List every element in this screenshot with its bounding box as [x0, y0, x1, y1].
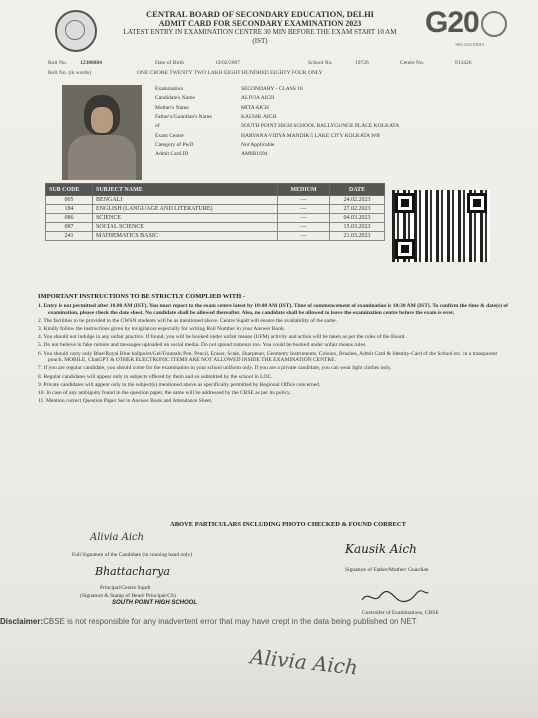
detail-label: Admit Card ID — [155, 151, 189, 158]
instruction-item: 10. In case of any ambiguity found in the question paper, the same will be addressed by the CBSE as per its policy. — [38, 389, 291, 396]
school-no-label: School No. — [308, 60, 333, 66]
detail-row — [155, 151, 268, 158]
detail-value: SECONDARY - CLASS 10 — [241, 86, 303, 92]
dob-label: Date of Birth — [155, 60, 185, 66]
centre-no-label: Centre No. — [400, 60, 425, 66]
instruction-item: 2. The facilities to be provided to the CWSN students will be as mentioned above. Centre Supdt will ensure the availability of the same. — [38, 317, 337, 324]
sub-code-cell: 184 — [46, 205, 93, 214]
globe-icon — [481, 11, 507, 37]
subject-name-cell: ENGLISH (LANGUAGE AND LITERATURE) — [93, 205, 278, 214]
detail-row — [155, 142, 274, 149]
entry-notice: LATEST ENTRY IN EXAMINATION CENTRE 30 MIN BEFORE THE EXAM START 10 AM — [123, 28, 397, 36]
school-stamp: SOUTH POINT HIGH SCHOOL — [112, 600, 198, 606]
detail-value: SOUTH POINT HIGH SCHOOL BALLYGUNGE PLACE KOLKATA — [241, 123, 400, 130]
detail-label: Examination — [155, 86, 184, 92]
candidate-signature: Alivia Aich — [90, 532, 145, 543]
detail-row — [155, 105, 269, 112]
medium-cell: — — [278, 214, 330, 223]
subject-name-cell: BENGALI — [93, 196, 278, 205]
admit-card-header — [110, 10, 410, 46]
medium-cell: — — [278, 232, 330, 241]
detail-label: Candidate's Name — [155, 95, 195, 102]
subject-row — [46, 196, 385, 205]
instruction-item: 1. Entry is not permitted after 10.00 AM (IST). You must report to the exam centre latest by 10:00 AM (IST). Time of commencement of examination is 10:30 AM (IST). To confirm the time & date(s) of examination, please check the date sheet. No candidate shall be allowed thereafter. Also, no candidate shall be allowed to leave the examination centre before the exam is over. — [38, 303, 508, 316]
school-no-value: 19726 — [355, 60, 369, 66]
instruction-item: 3. Kindly follow the instructions given by invigilators especially for writing Roll Number in your Answer Book. — [38, 325, 286, 332]
detail-label: Category of PwD — [155, 141, 194, 148]
g20-text: G20 — [425, 6, 479, 39]
instruction-item: 9. Private candidates will appear only in the subject(s) mentioned above as specifically permitted by Regional Office concerned. — [38, 381, 321, 388]
g20-logo — [425, 6, 507, 40]
entry-notice-ist: (IST) — [252, 37, 268, 45]
instruction-item: 4. You should not indulge in any unfair practice. If found, you will be booked under unfair means (UFM) activity and action will be taken as per the rules of the Board. — [38, 334, 406, 341]
roll-words-label: Roll No. (in words) — [48, 70, 92, 76]
sub-code-cell: 086 — [46, 214, 93, 223]
detail-value: KAUSIK AICH — [241, 113, 277, 120]
col-medium: MEDIUM — [278, 184, 330, 196]
principal-stamp-caption: (Signature & Stamp of Head/ Principal/CS) — [80, 593, 176, 599]
subject-name-cell: SOCIAL SCIENCE — [93, 223, 278, 232]
instruction-item: 8. Regular candidates will appear only in subjects offered by them and so submitted by the school in LOC. — [38, 373, 273, 380]
parent-signature-caption: Signature of Father/Mother/ Guardian — [345, 567, 429, 573]
detail-value: Not Applicable — [241, 141, 275, 148]
subject-name-cell: MATHEMATICS BASIC — [93, 232, 278, 241]
parent-signature: Kausik Aich — [345, 542, 417, 556]
disclaimer-label: Disclaimer: — [0, 617, 44, 626]
instruction-item: 11. Mention correct Question Paper Set in Answer Book and Attendance Sheet. — [38, 398, 213, 405]
date-cell: 21.03.2023 — [330, 232, 385, 241]
dob-value: 19/02/2007 — [215, 60, 241, 66]
detail-value: MITA AICH — [241, 104, 269, 111]
col-sub-code: SUB CODE — [46, 184, 93, 196]
medium-cell: — — [278, 223, 330, 232]
subject-name-cell: SCIENCE — [93, 214, 278, 223]
roll-value: 12380884 — [80, 60, 102, 66]
cbse-logo — [55, 10, 97, 52]
detail-row — [155, 123, 399, 130]
detail-label: Mother's Name — [155, 104, 189, 111]
detail-value: HARYANA VIDYA MANDIR 5 LAKE CITY KOLKATA WB — [241, 132, 380, 139]
detail-label: Exam Centre — [155, 132, 184, 139]
principal-signature: Bhattacharya — [95, 565, 170, 578]
subject-row — [46, 223, 385, 232]
instruction-item: 7. If you are regular candidate, you should come for the examination in your school uniform only. If you are a private candidate, you can wear light clothes only. — [38, 365, 392, 372]
col-date: DATE — [330, 184, 385, 196]
medium-cell: — — [278, 205, 330, 214]
subject-row — [46, 232, 385, 241]
subject-row — [46, 205, 385, 214]
detail-value: ALIVIA AICH — [241, 95, 275, 102]
principal-caption: Principal/Centre Supdt — [100, 585, 151, 591]
instructions-list — [38, 303, 508, 406]
g20-subtitle: भारत 2023 INDIA — [455, 42, 485, 47]
handwritten-signature: Alivia Aich — [249, 644, 360, 680]
date-cell: 24.02.2023 — [330, 196, 385, 205]
controller-signature — [360, 588, 430, 606]
qr-code — [392, 190, 490, 262]
date-cell: 27.02.2023 — [330, 205, 385, 214]
card-title: ADMIT CARD FOR SECONDARY EXAMINATION 2023 — [158, 19, 362, 28]
disclaimer-text: CBSE is not responsible for any inadvertent error that may have crept in the data being published on NET — [43, 617, 417, 626]
col-subject-name: SUBJECT NAME — [93, 184, 278, 196]
subject-row — [46, 214, 385, 223]
detail-label: of — [155, 123, 160, 130]
detail-row — [155, 133, 380, 140]
date-cell: 15.03.2023 — [330, 223, 385, 232]
detail-row — [155, 95, 274, 102]
board-name: CENTRAL BOARD OF SECONDARY EDUCATION, DELHI — [146, 9, 374, 19]
sub-code-cell: 241 — [46, 232, 93, 241]
date-cell: 04.03.2023 — [330, 214, 385, 223]
subjects-table — [45, 183, 385, 241]
sub-code-cell: 005 — [46, 196, 93, 205]
sub-code-cell: 087 — [46, 223, 93, 232]
centre-no-value: 813426 — [455, 60, 472, 66]
detail-label: Father's/Guardian's Name — [155, 113, 212, 120]
detail-value: AM8B1S94 — [241, 151, 268, 158]
particulars-checked-note: ABOVE PARTICULARS INCLUDING PHOTO CHECKED & FOUND CORRECT — [170, 521, 406, 528]
subjects-header-row — [46, 184, 385, 196]
roll-label: Roll No. — [48, 60, 67, 66]
detail-row — [155, 114, 276, 121]
controller-caption: Controller of Examinations, CBSE — [362, 610, 439, 616]
detail-row — [155, 86, 303, 93]
roll-words-value: ONE CRORE TWENTY TWO LAKH EIGHT HUNDRED EIGHTY FOUR ONLY — [137, 70, 323, 76]
medium-cell: — — [278, 196, 330, 205]
instructions-title: IMPORTANT INSTRUCTIONS TO BE STRICTLY COMPLIED WITH - — [38, 293, 245, 300]
instruction-item: 5. Do not believe in fake rumors and messages uploaded on social media. Do not spread rumours too. You could be booked under unfair means rules. — [38, 342, 367, 349]
instruction-item: 6. You should carry only Blue/Royal Blue ballpoint/Gel/Fountain Pen, Pencil, Eraser, Scale, Sharpener, Geometry Instruments, Colours, Brushes, Admit Card & Identity-Card of the School etc. in a transparent pouch. MOBILE, ChatGPT & OTHER ELECTRONIC ITEMS ARE NOT ALLOWED INSIDE THE EXAMINATION CENTRE. — [38, 350, 498, 364]
disclaimer — [0, 617, 538, 626]
paper-lower-area — [0, 628, 538, 718]
candidate-photo — [62, 85, 142, 180]
candidate-signature-caption: Full Signature of the Candidate (in running hand only) — [72, 552, 193, 558]
